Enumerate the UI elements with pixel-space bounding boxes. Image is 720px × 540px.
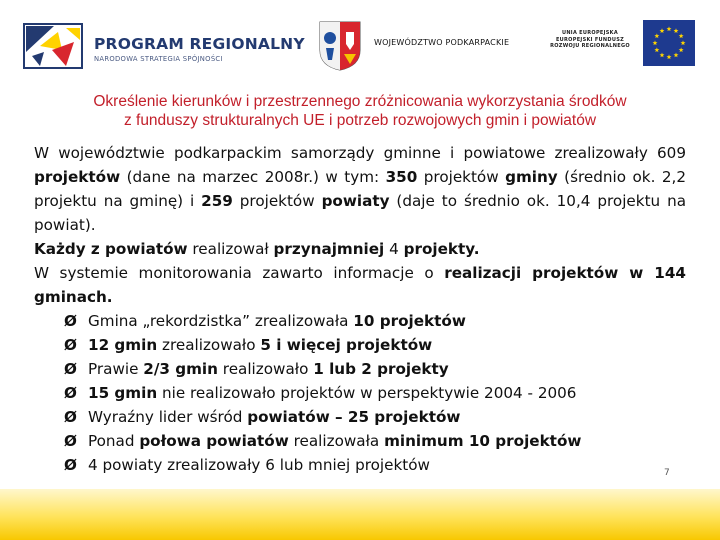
- eu-line-2: EUROPEJSKI FUNDUSZ: [555, 36, 625, 43]
- bold-run: 12 gmin: [88, 336, 158, 354]
- list-item-text: [88, 408, 460, 426]
- footer-band: [0, 489, 720, 540]
- list-item: [34, 453, 686, 477]
- text-run: Prawie: [88, 360, 144, 378]
- bold-run: powiaty: [321, 192, 390, 210]
- text-run: Wyraźny lider wśród: [88, 408, 248, 426]
- text-run: Gmina „rekordzistka” zrealizowała: [88, 312, 354, 330]
- list-item-text: [88, 336, 432, 354]
- list-item: [34, 381, 686, 405]
- text-run: realizował: [187, 240, 274, 258]
- slide-body: [34, 141, 686, 477]
- bullet-list: [34, 309, 686, 477]
- bold-run: realizacji projektów w 144 gminach.: [34, 264, 686, 306]
- list-item: [34, 405, 686, 429]
- arrow-bullet-icon: Ø: [64, 312, 77, 330]
- voivodeship-label: WOJEWÓDZTWO PODKARPACKIE: [374, 38, 510, 47]
- eu-text: [540, 30, 640, 50]
- eu-flag: [643, 20, 695, 66]
- eu-line-1: UNIA EUROPEJSKA: [561, 30, 619, 36]
- text-run: 4: [384, 240, 404, 258]
- paragraph-summary: [34, 141, 686, 237]
- page-number: 7: [664, 468, 670, 478]
- voivodeship-coat-of-arms: [318, 20, 362, 72]
- program-subtitle: NARODOWA STRATEGIA SPÓJNOŚCI: [94, 55, 223, 63]
- text-run: (dane na marzec 2008r.) w tym:: [120, 168, 386, 186]
- bold-run: 15 gmin: [88, 384, 158, 402]
- title-line-2: z funduszy strukturalnych UE i potrzeb rozwojowych gmin i powiatów: [123, 112, 597, 129]
- text-run: Ponad: [88, 432, 140, 450]
- bold-run: minimum 10 projektów: [384, 432, 582, 450]
- arrow-bullet-icon: Ø: [64, 336, 77, 354]
- text-run: zrealizowało: [157, 336, 261, 354]
- bold-run: gminy: [505, 168, 558, 186]
- arrow-bullet-icon: Ø: [64, 456, 77, 474]
- header: [0, 0, 720, 82]
- list-item-text: [88, 456, 430, 474]
- text-run: W systemie monitorowania zawarto informacje o: [34, 264, 445, 282]
- bold-run: 350: [385, 168, 418, 186]
- program-regionalny-logo: [22, 22, 305, 70]
- text-run: 4 powiaty zrealizowały 6 lub mniej projektów: [88, 456, 430, 474]
- list-item: [34, 429, 686, 453]
- text-run: (średnio ok. 2,2 projektu na gminę) i: [34, 168, 687, 210]
- arrow-bullet-icon: Ø: [64, 432, 77, 450]
- bold-run: Każdy z powiatów: [34, 240, 188, 258]
- text-run: (daje to średnio ok. 10,4 projektu na powiat).: [34, 192, 686, 234]
- program-regionalny-emblem: [22, 22, 84, 70]
- bold-run: połowa powiatów: [139, 432, 289, 450]
- eu-line-3: ROZWOJU REGIONALNEGO: [550, 43, 630, 50]
- bold-run: 10 projektów: [353, 312, 466, 330]
- bold-run: powiatów – 25 projektów: [247, 408, 461, 426]
- program-title: PROGRAM REGIONALNY: [94, 35, 305, 53]
- text-run: W województwie podkarpackim samorządy gminne i powiatowe zrealizowały 609: [34, 144, 686, 162]
- paragraph-monitoring: [34, 261, 686, 309]
- bold-run: 1 lub 2 projekty: [313, 360, 449, 378]
- bold-run: 259: [201, 192, 233, 210]
- arrow-bullet-icon: Ø: [64, 408, 77, 426]
- bold-run: 5 i więcej projektów: [260, 336, 433, 354]
- text-run: projektów: [417, 168, 506, 186]
- bold-run: przynajmniej: [273, 240, 385, 258]
- paragraph-powiaty: [34, 237, 686, 261]
- bold-run: projekty.: [403, 240, 480, 258]
- bold-run: projektów: [34, 168, 121, 186]
- title-line-1: Określenie kierunków i przestrzennego zróżnicowania wykorzystania środków: [93, 93, 627, 110]
- arrow-bullet-icon: Ø: [64, 384, 77, 402]
- bold-run: 2/3 gmin: [143, 360, 218, 378]
- list-item-text: [88, 312, 466, 330]
- slide-title: [30, 92, 690, 130]
- list-item: [34, 333, 686, 357]
- list-item: [34, 357, 686, 381]
- list-item-text: [88, 360, 449, 378]
- arrow-bullet-icon: Ø: [64, 360, 77, 378]
- list-item-text: [88, 384, 576, 402]
- text-run: nie realizowało projektów w perspektywie 2004 - 2006: [157, 384, 577, 402]
- text-run: realizowało: [217, 360, 314, 378]
- list-item-text: [88, 432, 581, 450]
- text-run: realizowała: [288, 432, 385, 450]
- text-run: projektów: [232, 192, 322, 210]
- list-item: [34, 309, 686, 333]
